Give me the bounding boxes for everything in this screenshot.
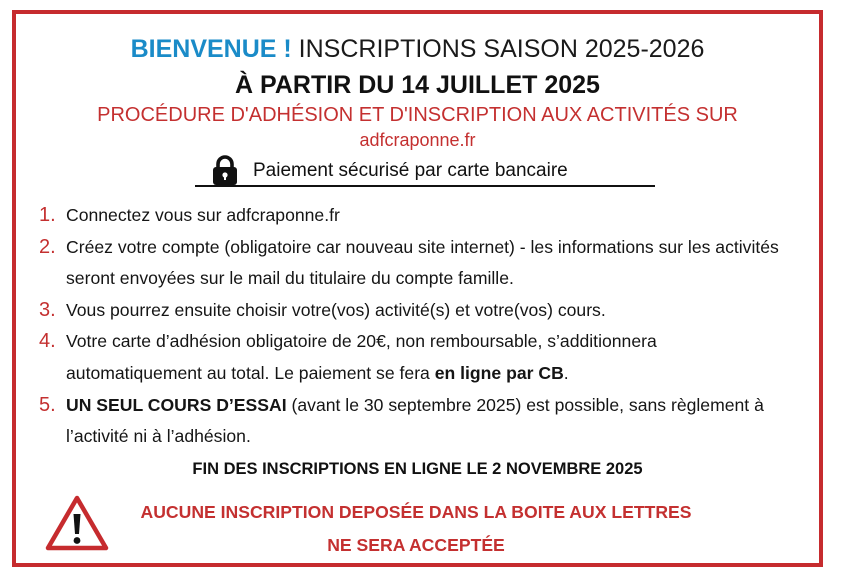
step-number: 3.	[39, 298, 56, 321]
start-date-line: À PARTIR DU 14 JUILLET 2025	[235, 71, 600, 99]
step-text-end: .	[563, 362, 569, 383]
deadline-line: FIN DES INSCRIPTIONS EN LIGNE LE 2 NOVEMBRE 2025	[192, 460, 643, 478]
step-text: Votre carte d’adhésion obligatoire de 20€, non remboursable, s’additionnera automatiquement au total. Le paiement se fera	[66, 331, 657, 383]
step-text-end: (avant le 30 septembre 2025) est possible, sans règlement à l’activité ni à l’adhésion.	[66, 394, 764, 447]
notice-frame	[12, 10, 823, 567]
step-item	[36, 232, 796, 295]
step-number: 1.	[39, 204, 56, 226]
step-bold-text: en ligne par CB	[434, 362, 564, 383]
step-number: 5.	[39, 393, 56, 416]
step-text: Vous pourrez ensuite choisir votre(vos) activité(s) et votre(vos) cours.	[66, 299, 606, 320]
secure-payment-banner	[195, 154, 655, 187]
season-title: INSCRIPTIONS SAISON 2025-2026	[291, 35, 705, 63]
step-number: 4.	[39, 330, 56, 353]
welcome-text: BIENVENUE !	[130, 35, 292, 63]
step-item	[36, 326, 796, 389]
no-mailbox-warning-line1: AUCUNE INSCRIPTION DEPOSÉE DANS LA BOITE AUX LETTRES	[140, 502, 692, 522]
steps-list	[36, 200, 796, 453]
step-item	[36, 295, 796, 327]
procedure-line: PROCÉDURE D'ADHÉSION ET D'INSCRIPTION AUX ACTIVITÉS SUR	[97, 104, 738, 126]
step-item	[36, 390, 796, 453]
step-bold-text: UN SEUL COURS D’ESSAI	[66, 394, 287, 415]
secure-payment-label: Paiement sécurisé par carte bancaire	[253, 160, 568, 181]
no-mailbox-warning-line2: NE SERA ACCEPTÉE	[327, 535, 505, 555]
header-title-line	[16, 35, 819, 64]
step-text: Connectez vous sur adfcraponne.fr	[66, 205, 340, 225]
lock-icon	[209, 154, 241, 186]
step-text: Créez votre compte (obligatoire car nouveau site internet) - les informations sur les activités seront envoyées sur le mail du titulaire du compte famille.	[66, 236, 779, 289]
step-item	[36, 200, 796, 232]
step-number: 2.	[39, 235, 56, 258]
site-link[interactable]: adfcraponne.fr	[359, 130, 476, 150]
